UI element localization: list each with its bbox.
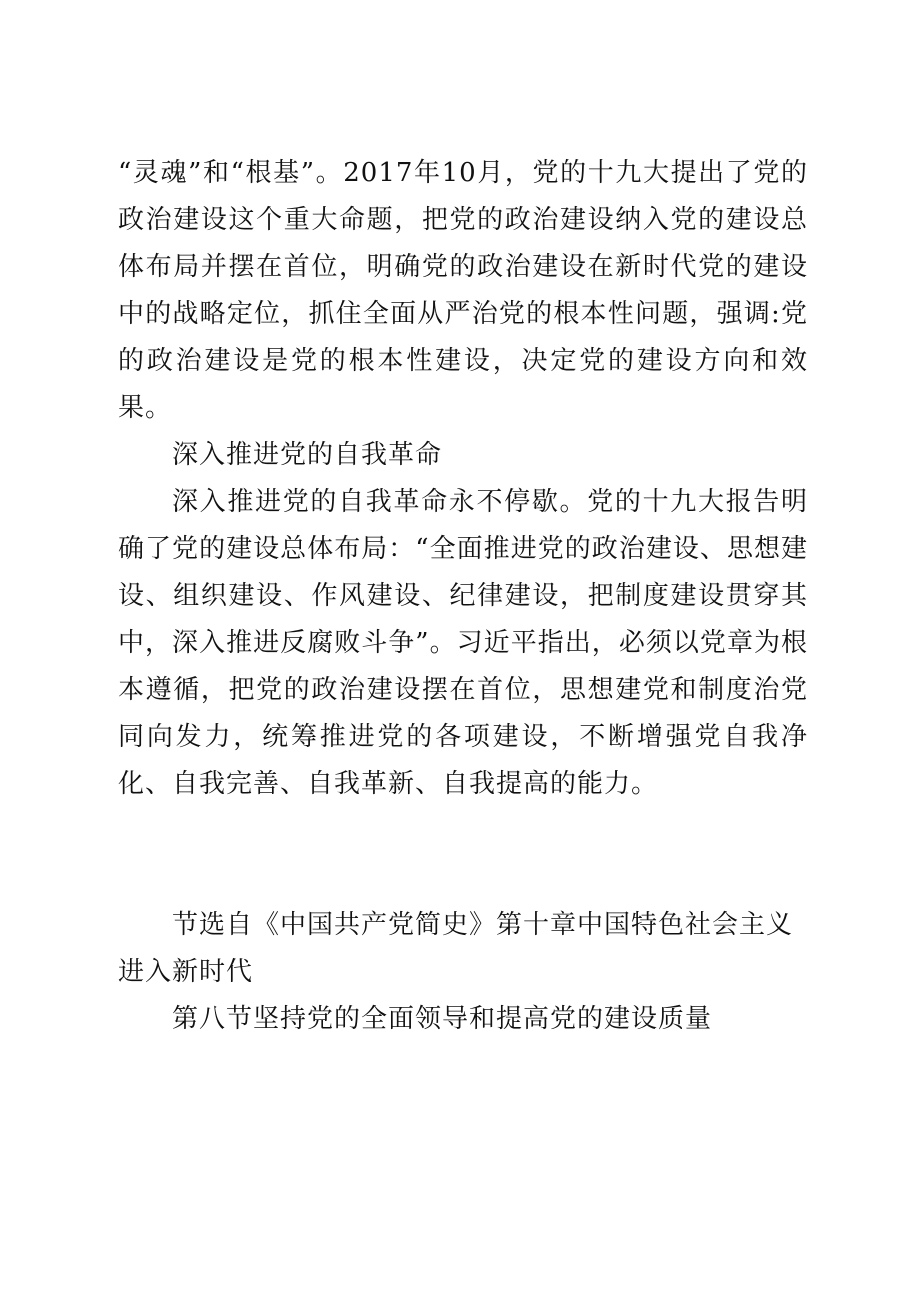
blank-space bbox=[118, 808, 808, 902]
source-note: 节选自《中国共产党简史》第十章中国特色社会主义进入新时代 bbox=[118, 910, 794, 987]
document-body bbox=[118, 150, 808, 1043]
paragraph-political-construction: “灵魂”和“根基”。2017年10月，党的十九大提出了党的政治建设这个重大命题，把党的政治建设纳入党的建设总体布局并摆在首位，明确党的政治建设在新时代党的建设中的战略定位，抓住全面从严治党的根本性问题，强调:党的政治建设是党的根本性建设，决定党的建设方向和效果。 bbox=[118, 158, 808, 423]
section-heading: 深入推进党的自我革命 bbox=[172, 440, 443, 470]
paragraph-self-revolution: 深入推进党的自我革命永不停歇。党的十九大报告明确了党的建设总体布局：“全面推进党的政治建设、思想建设、组织建设、作风建设、纪律建设，把制度建设贯穿其中，深入推进反腐败斗争”。习近平指出，必须以党章为根本遵循，把党的政治建设摆在首位，思想建党和制度治党同向发力，统筹推进党的各项建设，不断增强党自我净化、自我完善、自我革新、自我提高的能力。 bbox=[118, 487, 808, 799]
section-title: 第八节坚持党的全面领导和提高党的建设质量 bbox=[172, 1004, 713, 1034]
